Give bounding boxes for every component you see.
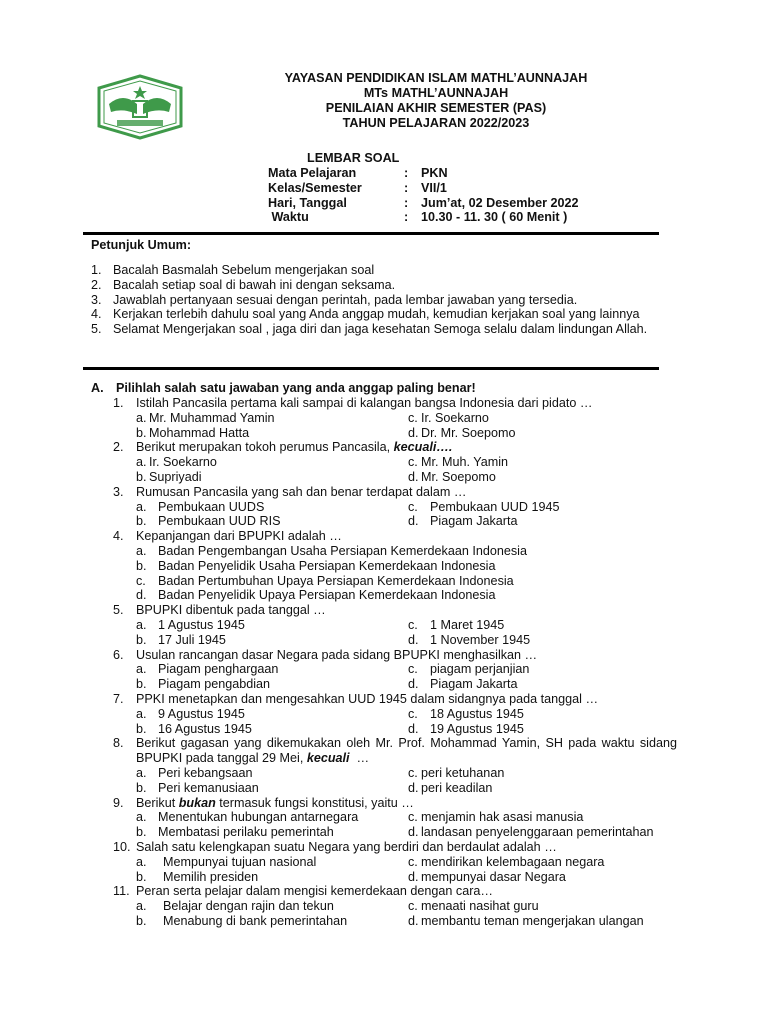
option-letter: c. [408, 499, 418, 514]
question-3-options [113, 500, 677, 530]
option-text: Mr. Soepomo [421, 469, 496, 484]
option-d [408, 426, 677, 441]
option-text: 1 November 1945 [430, 632, 531, 647]
option-text: Belajar dengan rajin dan tekun [163, 899, 334, 914]
question-10 [113, 840, 677, 855]
option-c [408, 500, 677, 515]
option-text: Mohammad Hatta [149, 425, 250, 440]
question-number: 9. [113, 795, 124, 810]
question-number: 1. [113, 396, 124, 410]
option-text: Badan Penyelidik Upaya Persiapan Kemerdekaan Indonesia [158, 588, 496, 603]
option-a [136, 766, 408, 781]
option-text: Piagam penghargaan [158, 662, 279, 677]
foundation-name: YAYASAN PENDIDIKAN ISLAM MATHL’AUNNAJAH [284, 71, 588, 85]
option-c [408, 455, 677, 470]
question-emphasis: bukan [178, 795, 216, 810]
question-11-options [113, 899, 677, 929]
option-text: Menentukan hubungan antarnegara [158, 810, 359, 825]
option-d [408, 633, 677, 648]
option-letter: b. [136, 469, 147, 484]
option-letter: d. [408, 825, 419, 840]
option-text: Pembukaan UUD RIS [158, 514, 281, 529]
option-text: Badan Pertumbuhan Upaya Persiapan Kemerdekaan Indonesia [158, 573, 514, 588]
school-name: MTs MATHL’AUNNAJAH [363, 86, 509, 100]
option-letter: c. [408, 899, 418, 914]
instruction-number: 5. [91, 322, 102, 337]
option-letter: b. [136, 825, 147, 840]
option-text: Badan Pengembangan Usaha Persiapan Kemerdekaan Indonesia [158, 543, 527, 558]
option-text: 19 Agustus 1945 [430, 721, 524, 736]
option-b [136, 633, 408, 648]
question-text-part: Berikut gagasan yang dikemukakan oleh Mr. Prof. Mohammad Yamin, SH pada waktu sidang BPUPKI pada tanggal 29 Mei, [136, 736, 677, 766]
option-d [408, 470, 677, 485]
option-text: mempunyai dasar Negara [421, 869, 566, 884]
option-c [408, 855, 677, 870]
option-c [408, 766, 677, 781]
option-text: Memilih presiden [163, 869, 259, 884]
question-text: Rumusan Pancasila yang sah dan benar terdapat dalam … [136, 484, 467, 499]
option-b [136, 470, 408, 485]
option-letter: d. [408, 721, 419, 736]
info-label: Waktu [268, 210, 309, 225]
question-number: 2. [113, 440, 124, 455]
question-text-part: termasuk fungsi konstitusi, yaitu … [215, 795, 414, 810]
question-4-options [113, 544, 677, 603]
option-c [408, 411, 677, 426]
option-letter: d. [408, 780, 419, 795]
exam-info [268, 166, 579, 225]
instruction-item [91, 293, 677, 308]
option-a [136, 411, 408, 426]
option-letter: d. [408, 913, 419, 928]
question-9-options [113, 810, 677, 840]
question-text-part: Berikut merupakan tokoh perumus Pancasila, [136, 440, 394, 455]
option-text: 17 Juli 1945 [158, 632, 226, 647]
option-letter: c. [408, 662, 418, 677]
option-text: Pembukaan UUDS [158, 499, 265, 514]
option-a [136, 899, 408, 914]
option-letter: d. [408, 425, 419, 440]
option-letter: d. [408, 869, 419, 884]
question-number: 5. [113, 603, 124, 618]
option-letter: c. [408, 617, 418, 632]
option-b [136, 722, 408, 737]
exam-name: PENILAIAN AKHIR SEMESTER (PAS) [325, 101, 547, 115]
question-5-options [113, 618, 677, 648]
question-11 [113, 884, 677, 899]
info-value: VII/1 [421, 180, 447, 195]
question-text: Salah satu kelengkapan suatu Negara yang berdiri dan berdaulat adalah … [136, 839, 557, 854]
question-emphasis: kecuali…. [393, 440, 453, 455]
info-label: Kelas/Semester [268, 180, 362, 195]
instructions-title: Petunjuk Umum: [91, 238, 192, 252]
question-3 [113, 485, 677, 500]
instruction-number: 2. [91, 277, 102, 292]
instruction-text: Bacalah Basmalah Sebelum mengerjakan soal [113, 263, 375, 277]
info-value: Jum’at, 02 Desember 2022 [421, 195, 579, 210]
option-letter: a. [136, 617, 147, 632]
option-letter: c. [408, 810, 418, 825]
option-text: Pembukaan UUD 1945 [430, 499, 560, 514]
option-text: membantu teman mengerjakan ulangan [421, 913, 644, 928]
divider-top [83, 232, 659, 235]
option-text: 1 Maret 1945 [430, 617, 505, 632]
question-2 [113, 440, 677, 455]
option-a [136, 810, 408, 825]
option-a [136, 618, 408, 633]
info-value: 10.30 - 11. 30 ( 60 Menit ) [421, 210, 568, 225]
question-10-options [113, 855, 677, 885]
option-d [408, 722, 677, 737]
instruction-text: Jawablah pertanyaan sesuai dengan perintah, pada lembar jawaban yang tersedia. [113, 292, 578, 307]
option-b [136, 781, 408, 796]
option-text: peri ketuhanan [421, 765, 505, 780]
option-text: Ir. Soekarno [421, 410, 489, 425]
instruction-item [91, 278, 677, 293]
instruction-item [91, 322, 677, 337]
option-text: menjamin hak asasi manusia [421, 810, 584, 825]
question-5 [113, 603, 677, 618]
option-text: Membatasi perilaku pemerintah [158, 825, 334, 840]
option-b [136, 426, 408, 441]
question-2-options [113, 455, 677, 485]
option-text: Menabung di bank pemerintahan [163, 913, 348, 928]
option-text: Badan Penyelidik Usaha Persiapan Kemerdekaan Indonesia [158, 558, 496, 573]
school-logo [95, 74, 185, 140]
option-d [408, 870, 677, 885]
question-number: 11. [113, 884, 130, 899]
option-letter: b. [136, 780, 147, 795]
info-colon: : [404, 166, 409, 180]
option-letter: c. [408, 455, 418, 470]
option-b [136, 677, 408, 692]
info-label: Hari, Tanggal [268, 195, 347, 210]
question-text [136, 796, 677, 811]
option-text: Ir. Soekarno [149, 455, 217, 470]
question-number: 4. [113, 529, 124, 544]
question-1 [113, 396, 677, 411]
option-b [136, 870, 408, 885]
option-text: landasan penyelenggaraan pemerintahan [421, 825, 654, 840]
question-text: Istilah Pancasila pertama kali sampai di kalangan bangsa Indonesia dari pidato … [136, 396, 593, 410]
instruction-number: 4. [91, 307, 102, 322]
option-text: Dr. Mr. Soepomo [421, 425, 516, 440]
option-letter: b. [136, 721, 147, 736]
option-text: 16 Agustus 1945 [158, 721, 252, 736]
sheet-title: LEMBAR SOAL [307, 151, 400, 165]
option-b [136, 559, 677, 574]
option-text: Supriyadi [149, 469, 202, 484]
instruction-item [91, 307, 677, 322]
option-letter: c. [408, 706, 418, 721]
option-d [408, 514, 677, 529]
option-b [136, 514, 408, 529]
question-6 [113, 648, 677, 663]
question-text-part: Berikut [136, 795, 179, 810]
option-letter: d. [408, 677, 419, 692]
option-d [408, 914, 677, 929]
option-d [408, 781, 677, 796]
question-text: Usulan rancangan dasar Negara pada sidang BPUPKI menghasilkan … [136, 647, 538, 662]
question-number: 7. [113, 691, 124, 706]
question-8-options [113, 766, 677, 796]
option-letter: c. [408, 765, 418, 780]
option-text: piagam perjanjian [430, 662, 530, 677]
info-label: Mata Pelajaran [268, 166, 357, 180]
question-text: Kepanjangan dari BPUPKI adalah … [136, 529, 342, 544]
question-1-options [113, 411, 677, 441]
option-letter: b. [136, 514, 147, 529]
option-letter: c. [136, 573, 146, 588]
option-letter: a. [136, 543, 147, 558]
info-colon: : [404, 195, 409, 210]
option-text: 9 Agustus 1945 [158, 706, 245, 721]
option-text: Mr. Muh. Yamin [421, 455, 509, 470]
info-colon: : [404, 180, 409, 195]
option-letter: b. [136, 632, 147, 647]
section-letter: A. [91, 381, 104, 395]
question-4 [113, 529, 677, 544]
instruction-number: 3. [91, 292, 102, 307]
question-number: 3. [113, 484, 124, 499]
question-6-options [113, 662, 677, 692]
question-7-options [113, 707, 677, 737]
option-text: Piagam pengabdian [158, 677, 271, 692]
instruction-item [91, 263, 677, 278]
option-c [408, 899, 677, 914]
question-number: 8. [113, 736, 124, 751]
instruction-number: 1. [91, 263, 102, 277]
info-row-class [268, 181, 579, 196]
option-d [408, 677, 677, 692]
question-number: 6. [113, 647, 124, 662]
info-row-time [268, 210, 579, 225]
option-letter: d. [136, 588, 147, 603]
option-letter: a. [136, 706, 147, 721]
option-c [136, 574, 677, 589]
option-letter: d. [408, 469, 419, 484]
option-d [408, 825, 677, 840]
option-letter: b. [136, 558, 147, 573]
option-letter: b. [136, 869, 147, 884]
option-letter: d. [408, 514, 419, 529]
info-value: PKN [421, 166, 448, 180]
option-text: 18 Agustus 1945 [430, 706, 524, 721]
option-c [408, 707, 677, 722]
option-letter: c. [408, 410, 418, 425]
option-b [136, 914, 408, 929]
option-c [408, 618, 677, 633]
option-text: Piagam Jakarta [430, 677, 518, 692]
option-letter: a. [136, 662, 147, 677]
question-text-part: … [349, 751, 370, 766]
info-row-subject [268, 166, 579, 181]
option-letter: b. [136, 677, 147, 692]
section-instruction: Pilihlah salah satu jawaban yang anda anggap paling benar! [116, 381, 476, 395]
instruction-text: Bacalah setiap soal di bawah ini dengan seksama. [113, 277, 396, 292]
option-text: mendirikan kelembagaan negara [421, 854, 605, 869]
option-b [136, 825, 408, 840]
question-9 [113, 796, 677, 811]
question-7 [113, 692, 677, 707]
option-a [136, 455, 408, 470]
option-a [136, 707, 408, 722]
option-text: Peri kebangsaan [158, 765, 253, 780]
option-letter: a. [136, 499, 147, 514]
option-letter: a. [136, 899, 147, 914]
option-a [136, 855, 408, 870]
option-text: Mr. Muhammad Yamin [149, 410, 275, 425]
option-text: 1 Agustus 1945 [158, 617, 245, 632]
instruction-text: Selamat Mengerjakan soal , jaga diri dan jaga kesehatan Semoga selalu dalam lindungan Allah. [113, 322, 648, 337]
info-colon: : [404, 210, 409, 225]
section-a-title [91, 381, 476, 395]
option-letter: a. [136, 410, 147, 425]
option-a [136, 500, 408, 515]
question-text [136, 440, 677, 455]
info-row-date [268, 196, 579, 211]
option-letter: b. [136, 425, 147, 440]
option-letter: b. [136, 913, 147, 928]
question-text: PPKI menetapkan dan mengesahkan UUD 1945 dalam sidangnya pada tanggal … [136, 691, 599, 706]
option-letter: a. [136, 810, 147, 825]
option-text: Piagam Jakarta [430, 514, 518, 529]
instructions-list [91, 263, 677, 337]
option-text: peri keadilan [421, 780, 493, 795]
question-text: Peran serta pelajar dalam mengisi kemerdekaan dengan cara… [136, 884, 494, 899]
option-d [136, 588, 677, 603]
option-c [408, 810, 677, 825]
school-header [250, 71, 622, 131]
option-text: Peri kemanusiaan [158, 780, 259, 795]
question-8 [113, 736, 677, 766]
question-number: 10. [113, 839, 131, 854]
option-c [408, 662, 677, 677]
divider-middle [83, 367, 659, 370]
question-text [136, 736, 677, 766]
option-a [136, 662, 408, 677]
academic-year: TAHUN PELAJARAN 2022/2023 [342, 116, 530, 130]
option-letter: c. [408, 854, 418, 869]
option-letter: d. [408, 632, 419, 647]
option-text: menaati nasihat guru [421, 899, 539, 914]
question-emphasis: kecuali [306, 751, 350, 766]
option-letter: a. [136, 854, 147, 869]
instruction-text: Kerjakan terlebih dahulu soal yang Anda anggap mudah, kemudian kerjakan soal yang lainnya [113, 307, 640, 322]
question-list [113, 396, 677, 929]
option-a [136, 544, 677, 559]
option-letter: a. [136, 455, 147, 470]
option-text: Mempunyai tujuan nasional [163, 854, 317, 869]
question-text: BPUPKI dibentuk pada tanggal … [136, 603, 326, 618]
option-letter: a. [136, 765, 147, 780]
